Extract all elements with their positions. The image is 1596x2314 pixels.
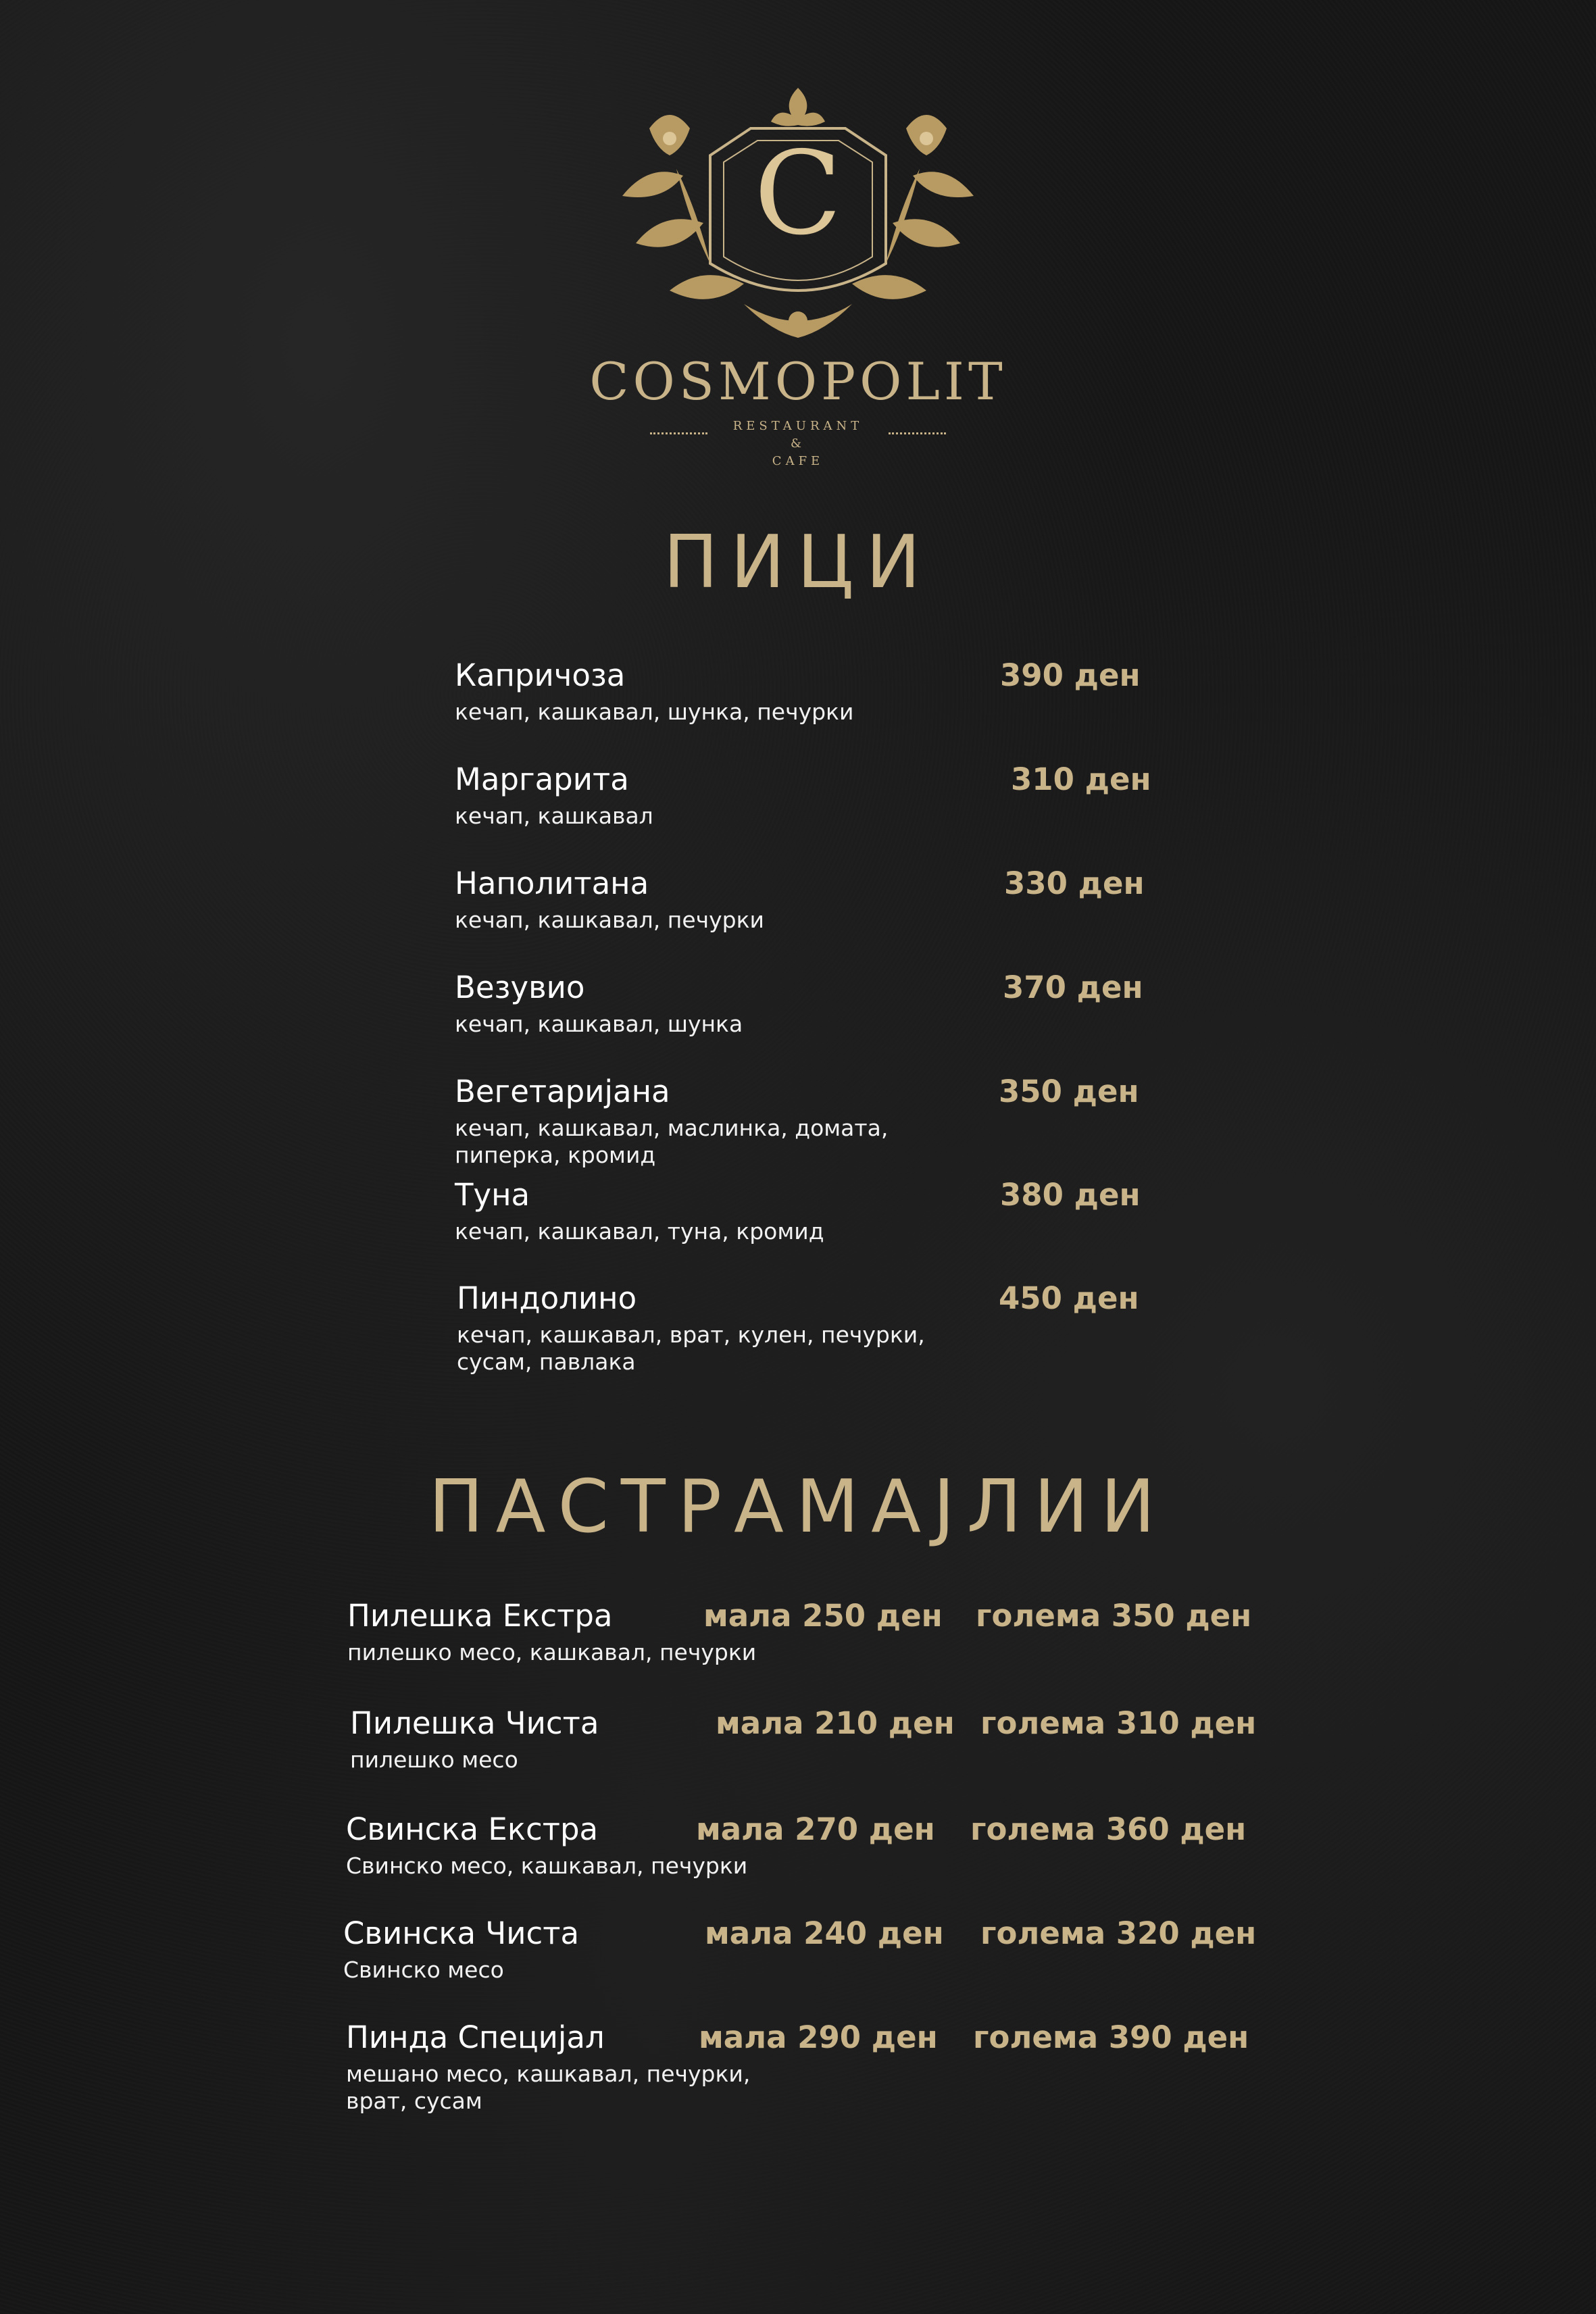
small-price: мала 250 ден xyxy=(703,1598,943,1634)
pizza-desc: кечап, кашкавал, маслинка, домата, xyxy=(455,1115,889,1141)
brand-tagline xyxy=(0,418,1596,470)
pizza-name: Вегетаријана xyxy=(455,1074,670,1109)
pizza-price: 390 ден xyxy=(1000,657,1141,693)
pastramajlija-name: Свинска Екстра xyxy=(346,1811,599,1847)
pastramajlija-name: Пилешка Екстра xyxy=(347,1598,613,1634)
pizza-desc: сусам, павлака xyxy=(457,1349,636,1375)
pizza-price: 450 ден xyxy=(999,1280,1139,1316)
pastramajlija-name: Пинда Специјал xyxy=(346,2019,605,2055)
pizza-desc: пиперка, кромид xyxy=(455,1142,656,1168)
pizza-price: 310 ден xyxy=(1011,761,1151,797)
pastramajlija-desc: врат, сусам xyxy=(346,2088,482,2114)
pizza-name: Везувио xyxy=(455,970,585,1005)
pastramajlija-desc: мешано месо, кашкавал, печурки, xyxy=(346,2061,751,2087)
pizza-desc: кечап, кашкавал, печурки xyxy=(455,907,764,933)
pizza-name: Туна xyxy=(455,1177,530,1213)
crest-icon xyxy=(609,88,987,351)
pizza-name: Пиндолино xyxy=(457,1280,637,1316)
pizza-price: 370 ден xyxy=(1003,970,1143,1005)
pastramajlija-name: Свинска Чиста xyxy=(343,1915,580,1951)
pizza-name: Капричоза xyxy=(455,657,626,693)
brand-name: COSMOPOLIT xyxy=(589,351,1007,411)
small-price: мала 210 ден xyxy=(716,1705,955,1741)
large-price: голема 320 ден xyxy=(980,1915,1257,1951)
svg-text:C: C xyxy=(753,127,843,261)
small-price: мала 270 ден xyxy=(696,1811,935,1847)
section-title-pizzas: ПИЦИ xyxy=(663,520,933,605)
pizza-name: Наполитана xyxy=(455,865,649,901)
tagline-ampersand: & xyxy=(790,436,806,451)
large-price: голема 360 ден xyxy=(970,1811,1247,1847)
pizza-name: Маргарита xyxy=(455,761,629,797)
pastramajlija-name: Пилешка Чиста xyxy=(350,1705,599,1741)
large-price: голема 310 ден xyxy=(980,1705,1257,1741)
pizza-desc: кечап, кашкавал, туна, кромид xyxy=(455,1218,824,1244)
pizza-price: 350 ден xyxy=(999,1074,1139,1109)
pizza-price: 330 ден xyxy=(1004,865,1145,901)
pastramajlija-desc: пилешко месо xyxy=(350,1746,518,1773)
logo-crest xyxy=(0,88,1596,351)
small-price: мала 290 ден xyxy=(699,2019,938,2055)
pizza-desc: кечап, кашкавал, шунка, печурки xyxy=(455,699,854,725)
pizza-desc: кечап, кашкавал xyxy=(455,803,653,829)
small-price: мала 240 ден xyxy=(705,1915,944,1951)
large-price: голема 350 ден xyxy=(976,1598,1252,1634)
pastramajlija-desc: Свинско месо, кашкавал, печурки xyxy=(346,1853,748,1879)
tagline-cafe: CAFE xyxy=(772,454,824,468)
tagline-restaurant: RESTAURANT xyxy=(732,419,864,433)
large-price: голема 390 ден xyxy=(973,2019,1249,2055)
pizza-desc: кечап, кашкавал, врат, кулен, печурки, xyxy=(457,1322,925,1348)
pizza-price: 380 ден xyxy=(1000,1177,1141,1213)
pastramajlija-desc: Свинско месо xyxy=(343,1957,504,1983)
section-title-pastramajlii: ПАСТРАМАЈЛИИ xyxy=(428,1465,1168,1549)
pizza-desc: кечап, кашкавал, шунка xyxy=(455,1011,743,1037)
pastramajlija-desc: пилешко месо, кашкавал, печурки xyxy=(347,1639,757,1665)
